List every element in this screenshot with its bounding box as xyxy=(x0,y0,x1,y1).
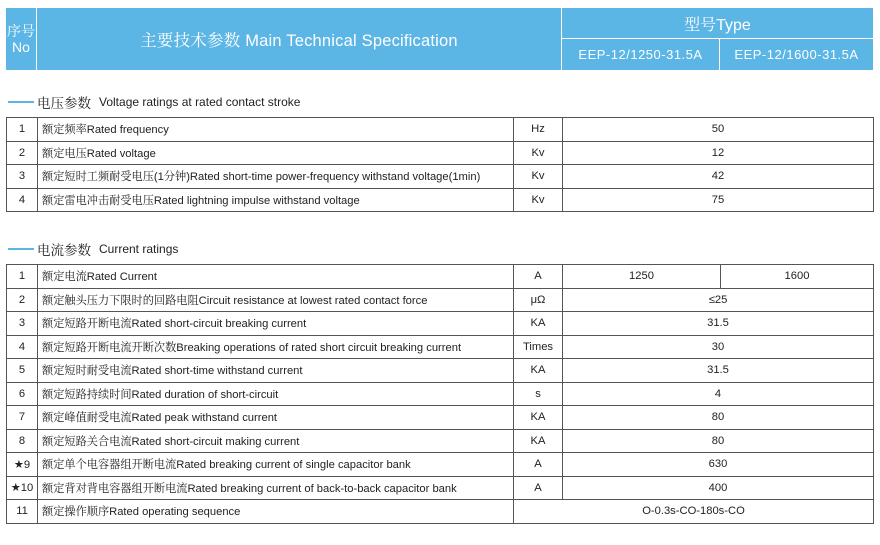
row-description: 额定短路持续时间Rated duration of short-circuit xyxy=(38,382,514,406)
row-value-model-1: 1250 xyxy=(563,265,721,289)
row-description: 额定单个电容器组开断电流Rated breaking current of single capacitor bank xyxy=(38,453,514,477)
row-unit: Times xyxy=(514,335,563,359)
table-row xyxy=(7,476,874,500)
row-value: 80 xyxy=(563,429,874,453)
row-description: 额定电流Rated Current xyxy=(38,265,514,289)
row-number: 8 xyxy=(7,429,38,453)
row-description: 额定短路关合电流Rated short-circuit making current xyxy=(38,429,514,453)
row-unit: KA xyxy=(514,406,563,430)
header-no-en: No xyxy=(12,39,30,55)
row-description: 额定背对背电容器组开断电流Rated breaking current of back-to-back capacitor bank xyxy=(38,476,514,500)
current-section-title xyxy=(8,239,178,259)
row-unit: A xyxy=(514,265,563,289)
row-number: 4 xyxy=(7,335,38,359)
section-bar xyxy=(8,248,34,250)
header-model-1: EEP-12/1250-31.5A xyxy=(562,39,720,70)
voltage-title-cn: 电压参数 xyxy=(37,96,91,111)
row-number: 7 xyxy=(7,406,38,430)
row-number: ★10 xyxy=(7,476,38,500)
row-number: 1 xyxy=(7,265,38,289)
table-row xyxy=(7,288,874,312)
row-unit: Kv xyxy=(514,141,563,165)
row-value: 30 xyxy=(563,335,874,359)
table-row xyxy=(7,335,874,359)
current-title-en: Current ratings xyxy=(99,242,179,256)
row-unit: KA xyxy=(514,359,563,383)
row-value: O-0.3s-CO-180s-CO xyxy=(514,500,874,524)
table-row xyxy=(7,500,874,524)
voltage-title-en: Voltage ratings at rated contact stroke xyxy=(99,95,301,109)
row-number: 5 xyxy=(7,359,38,383)
header-type: 型号Type xyxy=(562,8,873,39)
row-value: ≤25 xyxy=(563,288,874,312)
row-value: 31.5 xyxy=(563,359,874,383)
row-description: 额定峰值耐受电流Rated peak withstand current xyxy=(38,406,514,430)
row-value: 4 xyxy=(563,382,874,406)
row-number: 4 xyxy=(7,188,38,212)
row-value: 12 xyxy=(563,141,874,165)
row-description: 额定短路开断电流开断次数Breaking operations of rated short circuit breaking current xyxy=(38,335,514,359)
row-description: 额定短时工频耐受电压(1分钟)Rated short-time power-frequency withstand voltage(1min) xyxy=(38,165,514,189)
row-number: 2 xyxy=(7,288,38,312)
current-title-cn: 电流参数 xyxy=(37,243,91,258)
header-no-cn: 序号 xyxy=(7,23,35,39)
row-unit: Kv xyxy=(514,188,563,212)
row-description: 额定频率Rated frequency xyxy=(38,118,514,142)
voltage-table xyxy=(6,117,874,212)
row-value: 75 xyxy=(563,188,874,212)
header-title: 主要技术参数 Main Technical Specification xyxy=(37,8,562,70)
header-no xyxy=(6,8,37,70)
table-row xyxy=(7,453,874,477)
row-unit: A xyxy=(514,453,563,477)
row-description: 额定短路开断电流Rated short-circuit breaking current xyxy=(38,312,514,336)
row-unit: s xyxy=(514,382,563,406)
row-unit: Hz xyxy=(514,118,563,142)
row-number: 3 xyxy=(7,312,38,336)
header-model-2: EEP-12/1600-31.5A xyxy=(734,47,859,62)
current-table-body xyxy=(7,265,874,524)
row-number: 6 xyxy=(7,382,38,406)
row-unit: Kv xyxy=(514,165,563,189)
row-value: 42 xyxy=(563,165,874,189)
table-header xyxy=(6,8,873,70)
row-unit: A xyxy=(514,476,563,500)
row-description: 额定电压Rated voltage xyxy=(38,141,514,165)
table-row xyxy=(7,165,874,189)
row-value: 50 xyxy=(563,118,874,142)
voltage-section-title xyxy=(8,92,300,112)
row-value: 80 xyxy=(563,406,874,430)
row-number: 3 xyxy=(7,165,38,189)
table-row xyxy=(7,406,874,430)
row-unit: μΩ xyxy=(514,288,563,312)
table-row xyxy=(7,359,874,383)
row-description: 额定触头压力下限时的回路电阻Circuit resistance at lowest rated contact force xyxy=(38,288,514,312)
row-value-model-2: 1600 xyxy=(721,265,874,289)
section-bar xyxy=(8,101,34,103)
table-row xyxy=(7,429,874,453)
row-value: 400 xyxy=(563,476,874,500)
table-row xyxy=(7,312,874,336)
table-row xyxy=(7,188,874,212)
row-unit: KA xyxy=(514,312,563,336)
row-number: 11 xyxy=(7,500,38,524)
row-description: 额定操作顺序Rated operating sequence xyxy=(38,500,514,524)
table-row xyxy=(7,265,874,289)
row-number: 2 xyxy=(7,141,38,165)
row-description: 额定雷电冲击耐受电压Rated lightning impulse withstand voltage xyxy=(38,188,514,212)
current-table xyxy=(6,264,874,524)
row-number: 1 xyxy=(7,118,38,142)
voltage-table-body xyxy=(7,118,874,212)
table-row xyxy=(7,382,874,406)
table-row xyxy=(7,141,874,165)
row-value: 31.5 xyxy=(563,312,874,336)
row-number: ★9 xyxy=(7,453,38,477)
row-description: 额定短时耐受电流Rated short-time withstand current xyxy=(38,359,514,383)
row-unit: KA xyxy=(514,429,563,453)
table-row xyxy=(7,118,874,142)
row-value: 630 xyxy=(563,453,874,477)
